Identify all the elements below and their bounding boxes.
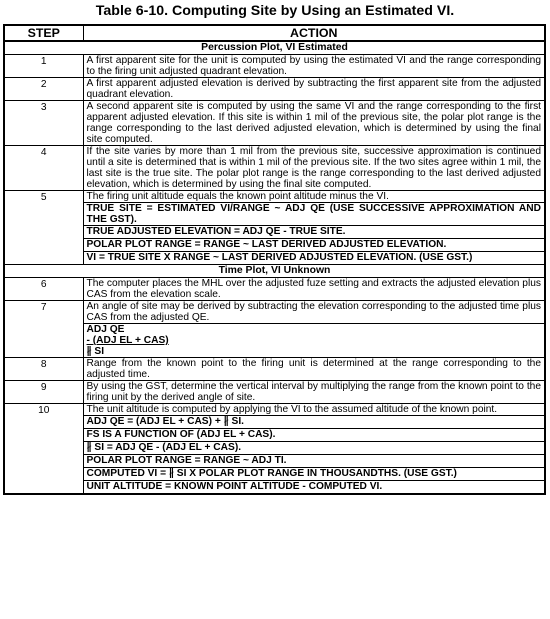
formula-true-adjusted-elevation: TRUE ADJUSTED ELEVATION = ADJ QE - TRUE SITE. (83, 226, 545, 239)
step-number: 9 (4, 381, 83, 404)
formula-computed-vi: COMPUTED VI = ∦ SI X POLAR PLOT RANGE IN THOUSANDTHS. (USE GST.) (83, 468, 545, 481)
formula-polar-plot-range-ti: POLAR PLOT RANGE = RANGE ~ ADJ TI. (83, 455, 545, 468)
step-number: 8 (4, 358, 83, 381)
step-number: 10 (4, 404, 83, 495)
step-number: 1 (4, 55, 83, 78)
formula-row (4, 468, 545, 481)
table-row (4, 358, 545, 381)
step-action: By using the GST, determine the vertical interval by multiplying the range from the known point to the firing unit by the derived angle of site. (83, 381, 545, 404)
step-action: The firing unit altitude equals the known point altitude minus the VI. (83, 191, 545, 203)
step-number: 5 (4, 191, 83, 265)
computing-site-table (3, 24, 546, 495)
step-action: A first apparent adjusted elevation is derived by subtracting the first apparent site from the adjusted quadrant elevation. (83, 78, 545, 101)
table-row (4, 381, 545, 404)
calc-line-adj-el-cas: - (ADJ EL + CAS) (86, 335, 169, 346)
step-action: A second apparent site is computed by using the same VI and the range corresponding to the first apparent adjusted elevation. If this site is within 1 mil of the previous site, the polar plot range is the range corresponding to the last derived adjusted elevation, which is determined by using the final site computed. (83, 101, 545, 146)
formula-row (4, 455, 545, 468)
formula-row (4, 252, 545, 265)
calc-line-adj-qe: ADJ QE (86, 324, 125, 335)
step-column-header: STEP (4, 25, 83, 41)
step-action: A first apparent site for the unit is computed by using the estimated VI and the range corresponding to the firing unit adjusted quadrant elevation. (83, 55, 545, 78)
formula-unit-altitude: UNIT ALTITUDE = KNOWN POINT ALTITUDE - COMPUTED VI. (83, 481, 545, 495)
table-row (4, 101, 545, 146)
step-action: The computer places the MHL over the adjusted fuze setting and extracts the adjusted elevation plus CAS from the elevation scale. (83, 278, 545, 301)
step-action: Range from the known point to the firing unit is determined at the range corresponding to the adjusted time. (83, 358, 545, 381)
formula-si: ∦ SI = ADJ QE - (ADJ EL + CAS). (83, 442, 545, 455)
table-row (4, 191, 545, 203)
table-caption: Table 6-10. Computing Site by Using an Estimated VI. (95, 3, 455, 19)
table-row (4, 278, 545, 301)
header-row (4, 25, 545, 41)
table-row (4, 301, 545, 324)
table-row (4, 55, 545, 78)
formula-row (4, 239, 545, 252)
step-number: 4 (4, 146, 83, 191)
formula-row (4, 226, 545, 239)
formula-true-site: TRUE SITE = ESTIMATED VI/RANGE ~ ADJ QE (USE SUCCESSIVE APPROXIMATION AND THE GST). (83, 203, 545, 226)
step-action: The unit altitude is computed by applying the VI to the assumed altitude of the known point. (83, 404, 545, 416)
step-number: 7 (4, 301, 83, 358)
site-calculation-block (83, 324, 545, 358)
step-action: If the site varies by more than 1 mil from the previous site, successive approximation is continued until a site is determined that is within 1 mil of the previous site. If the two sites agree within 1 mil, the last site is the true site. The polar plot range is the range corresponding to the last derived adjusted elevation, which is determined by using the final site computed. (83, 146, 545, 191)
table-row (4, 78, 545, 101)
section-row (4, 265, 545, 278)
formula-vi: VI = TRUE SITE X RANGE ~ LAST DERIVED ADJUSTED ELEVATION. (USE GST.) (83, 252, 545, 265)
formula-fs-function: FS IS A FUNCTION OF (ADJ EL + CAS). (83, 429, 545, 442)
formula-polar-plot-range: POLAR PLOT RANGE = RANGE ~ LAST DERIVED ADJUSTED ELEVATION. (83, 239, 545, 252)
formula-row (4, 442, 545, 455)
action-column-header: ACTION (83, 25, 545, 41)
calc-line-si: ∦ SI (86, 346, 105, 357)
formula-row (4, 203, 545, 226)
formula-row (4, 481, 545, 495)
step-number: 2 (4, 78, 83, 101)
table-row (4, 146, 545, 191)
step-number: 3 (4, 101, 83, 146)
section-row (4, 41, 545, 55)
section-title-percussion: Percussion Plot, VI Estimated (4, 41, 545, 55)
formula-row (4, 416, 545, 429)
step-action: An angle of site may be derived by subtracting the elevation corresponding to the adjusted time plus CAS from the adjusted QE. (83, 301, 545, 324)
formula-row (4, 429, 545, 442)
formula-row (4, 324, 545, 358)
formula-adj-qe: ADJ QE = (ADJ EL + CAS) + ∦ SI. (83, 416, 545, 429)
step-number: 6 (4, 278, 83, 301)
table-row (4, 404, 545, 416)
section-title-time-plot: Time Plot, VI Unknown (4, 265, 545, 278)
